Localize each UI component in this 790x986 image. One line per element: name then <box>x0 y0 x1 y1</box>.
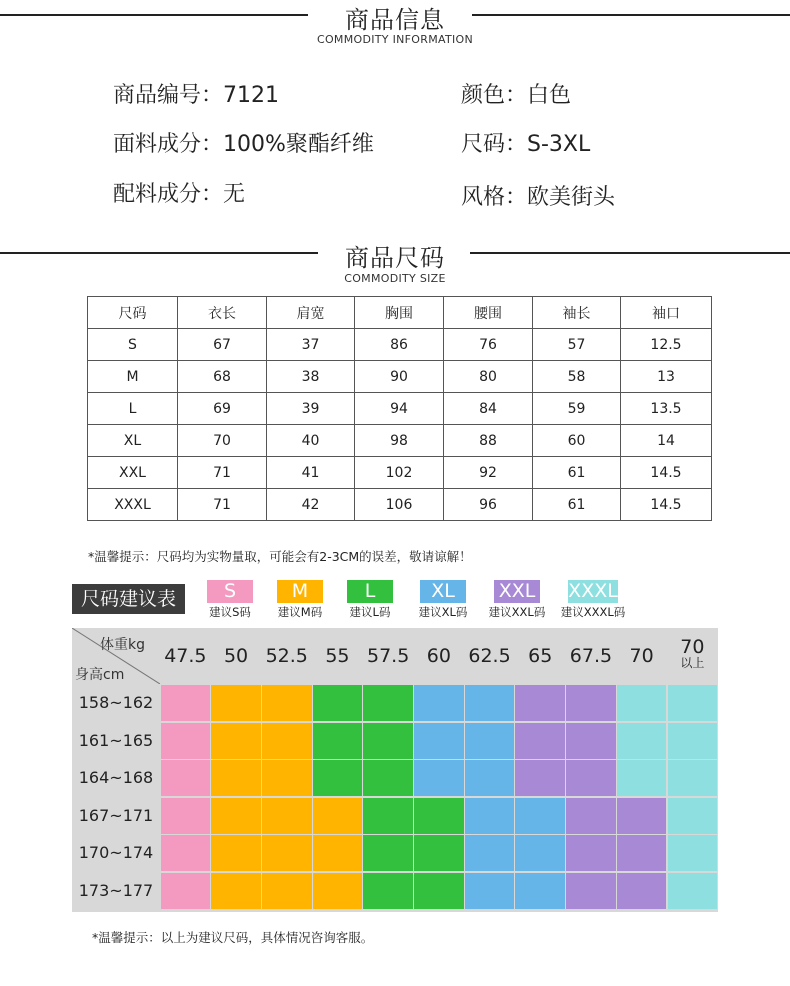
weight-col-header: 62.5 <box>468 645 511 667</box>
size-suggest-grid <box>72 628 718 912</box>
suggest-cell-m <box>313 798 363 834</box>
height-header: 身高cm <box>75 667 125 683</box>
info-value: 7121 <box>223 83 280 108</box>
suggest-cell-s <box>161 873 211 909</box>
info-section-title: 商品信息 <box>345 6 445 34</box>
suggest-cell-l <box>363 723 413 759</box>
suggest-cell-m <box>262 685 312 721</box>
size-table-header-cell: 袖长 <box>533 297 621 329</box>
suggest-cell-xl <box>414 723 464 759</box>
weight-col-header: 55 <box>325 645 350 667</box>
info-item-size <box>461 127 590 158</box>
size-table-row <box>88 393 712 425</box>
weight-col-header: 67.5 <box>569 645 613 667</box>
weight-col-header: 57.5 <box>366 645 410 667</box>
size-table-row <box>88 489 712 521</box>
size-table-cell: 67 <box>178 329 267 361</box>
suggest-cell-m <box>211 835 261 871</box>
legend-item-m <box>271 580 329 620</box>
weight-col-header: 65 <box>528 645 553 667</box>
size-table-cell: XXXL <box>88 489 178 521</box>
info-item-color <box>461 78 571 109</box>
size-table-cell: 42 <box>267 489 355 521</box>
size-table-row <box>88 425 712 457</box>
legend-label: 建议M码 <box>277 605 323 619</box>
suggest-cell-l <box>313 760 363 796</box>
legend-swatch: M <box>277 580 323 603</box>
legend-label: 建议XXL码 <box>488 605 546 619</box>
size-table-cell: S <box>88 329 178 361</box>
size-table-cell: 37 <box>267 329 355 361</box>
height-row-header: 158~162 <box>78 693 154 712</box>
suggest-cell-s <box>161 835 211 871</box>
suggest-cell-l <box>363 798 413 834</box>
suggest-cell-m <box>262 723 312 759</box>
size-table-cell: 94 <box>355 393 444 425</box>
size-table-header-cell: 袖口 <box>621 297 712 329</box>
size-table-cell: 57 <box>533 329 621 361</box>
legend-item-l <box>345 580 395 620</box>
suggest-cell-xxxl <box>617 723 667 759</box>
suggest-cell-xxl <box>617 798 667 834</box>
suggest-cell-m <box>211 798 261 834</box>
suggest-cell-l <box>414 835 464 871</box>
suggest-cell-m <box>262 835 312 871</box>
size-table-cell: 80 <box>444 361 533 393</box>
legend-label: 建议XL码 <box>418 605 468 619</box>
info-item-trim <box>113 177 245 208</box>
legend-swatch: XXXL <box>568 580 618 602</box>
info-label: 面料成分： <box>113 132 224 157</box>
size-table-cell: 14.5 <box>621 457 712 489</box>
size-table-cell: 88 <box>444 425 533 457</box>
suggest-cell-m <box>211 685 261 721</box>
info-label: 风格： <box>461 185 528 210</box>
suggest-cell-xxxl <box>668 873 718 909</box>
size-table-cell: XXL <box>88 457 178 489</box>
size-table-cell: 61 <box>533 489 621 521</box>
size-table-cell: 40 <box>267 425 355 457</box>
info-label: 配料成分： <box>113 182 224 207</box>
size-table-cell: 98 <box>355 425 444 457</box>
weight-col-header: 52.5 <box>265 645 308 667</box>
suggest-cell-xl <box>465 873 515 909</box>
height-row-header: 173~177 <box>78 880 154 900</box>
suggest-cell-xxl <box>515 760 565 796</box>
suggest-cell-xxl <box>515 685 565 721</box>
suggest-note: *温馨提示：以上为建议尺码，具体情况咨询客服。 <box>92 930 374 945</box>
suggest-cell-m <box>313 835 363 871</box>
legend-swatch: S <box>207 580 253 603</box>
info-item-fabric <box>113 127 374 158</box>
size-table-header-cell: 衣长 <box>178 297 267 329</box>
suggest-cell-m <box>313 873 363 909</box>
suggest-cell-l <box>363 760 413 796</box>
info-value: 白色 <box>527 83 572 108</box>
size-table-cell: 70 <box>178 425 267 457</box>
suggest-cell-xxl <box>515 723 565 759</box>
size-table-cell: L <box>88 393 178 425</box>
suggest-cell-s <box>161 760 211 796</box>
legend-item-xxxl <box>555 580 631 620</box>
size-table-cell: XL <box>88 425 178 457</box>
suggest-cell-xxxl <box>617 685 667 721</box>
suggest-cell-l <box>414 798 464 834</box>
suggest-cell-xl <box>465 723 515 759</box>
size-table-cell: 39 <box>267 393 355 425</box>
legend-label: 建议XXXL码 <box>560 605 626 619</box>
height-row-header: 170~174 <box>78 843 154 862</box>
size-table-header-cell: 尺码 <box>88 297 178 329</box>
grid-corner <box>72 628 160 684</box>
suggest-cell-xxl <box>566 723 616 759</box>
size-table-cell: 13.5 <box>621 393 712 425</box>
size-table-cell: 76 <box>444 329 533 361</box>
suggest-cell-xxl <box>566 798 616 834</box>
suggest-cell-xl <box>465 835 515 871</box>
size-table-cell: 38 <box>267 361 355 393</box>
size-table <box>87 296 712 521</box>
suggest-cell-xxxl <box>617 760 667 796</box>
suggest-cell-xxxl <box>668 798 718 834</box>
size-table-cell: 96 <box>444 489 533 521</box>
suggest-cell-l <box>313 723 363 759</box>
height-row-header: 161~165 <box>78 730 154 750</box>
size-table-row <box>88 329 712 361</box>
legend-label: 建议S码 <box>209 605 251 619</box>
suggest-cell-m <box>211 873 261 909</box>
suggest-cell-l <box>414 873 464 909</box>
info-value: 100%聚酯纤维 <box>223 132 374 157</box>
size-table-cell: 12.5 <box>621 329 712 361</box>
size-table-cell: 69 <box>178 393 267 425</box>
size-table-cell: 92 <box>444 457 533 489</box>
legend-swatch: L <box>347 580 393 603</box>
legend-label: 建议L码 <box>349 605 391 619</box>
suggest-cell-s <box>161 685 211 721</box>
legend-swatch: XXL <box>494 580 540 603</box>
size-table-cell: 61 <box>533 457 621 489</box>
suggest-cell-m <box>262 760 312 796</box>
weight-suffix: 以上 <box>680 656 705 670</box>
suggest-cell-m <box>262 873 312 909</box>
size-table-cell: 14.5 <box>621 489 712 521</box>
suggest-cell-s <box>161 798 211 834</box>
suggest-cell-m <box>262 798 312 834</box>
weight-col-header: 60 <box>426 645 451 667</box>
info-value: 欧美街头 <box>527 185 616 210</box>
legend-item-xxl <box>484 580 550 620</box>
size-table-header-cell: 胸围 <box>355 297 444 329</box>
size-table-cell: 71 <box>178 457 267 489</box>
weight-col-header <box>667 628 718 684</box>
size-table-cell: 13 <box>621 361 712 393</box>
info-value: 无 <box>223 182 246 207</box>
legend-item-s <box>204 580 256 620</box>
weight-header: 体重kg <box>100 637 145 653</box>
suggest-cell-xxxl <box>668 685 718 721</box>
size-table-header-cell: 腰围 <box>444 297 533 329</box>
suggest-cell-xl <box>414 760 464 796</box>
info-item-style <box>461 180 615 211</box>
suggest-cell-xl <box>465 760 515 796</box>
suggest-cell-l <box>363 835 413 871</box>
suggest-cell-xl <box>465 685 515 721</box>
info-label: 尺码： <box>461 132 528 157</box>
weight-col-header: 47.5 <box>164 645 207 667</box>
suggest-title: 尺码建议表 <box>72 584 185 614</box>
suggest-cell-xxl <box>566 835 616 871</box>
info-section-subtitle: COMMODITY INFORMATION <box>316 33 474 46</box>
suggest-cell-xl <box>515 798 565 834</box>
size-table-cell: 102 <box>355 457 444 489</box>
size-table-header-cell: 肩宽 <box>267 297 355 329</box>
size-table-cell: 71 <box>178 489 267 521</box>
suggest-cell-l <box>363 685 413 721</box>
suggest-cell-l <box>363 873 413 909</box>
size-table-cell: 41 <box>267 457 355 489</box>
suggest-cell-xxl <box>566 873 616 909</box>
suggest-cell-xl <box>465 798 515 834</box>
suggest-cell-xxl <box>617 835 667 871</box>
size-table-cell: 84 <box>444 393 533 425</box>
suggest-cell-xxxl <box>668 760 718 796</box>
height-row-header: 164~168 <box>78 768 154 787</box>
legend-item-xl <box>413 580 473 620</box>
suggest-cell-m <box>211 723 261 759</box>
suggest-cell-xxl <box>566 685 616 721</box>
legend-swatch: XL <box>420 580 466 603</box>
suggest-cell-xl <box>515 835 565 871</box>
size-table-cell: M <box>88 361 178 393</box>
size-table-cell: 106 <box>355 489 444 521</box>
size-table-row <box>88 457 712 489</box>
suggest-cell-xxxl <box>668 723 718 759</box>
suggest-cell-xl <box>414 685 464 721</box>
suggest-cell-xxxl <box>668 835 718 871</box>
weight-col-header: 70 <box>629 645 654 667</box>
info-label: 商品编号： <box>113 83 224 108</box>
height-row-header: 167~171 <box>78 805 154 825</box>
suggest-cell-xxl <box>566 760 616 796</box>
suggest-cell-s <box>161 723 211 759</box>
info-item-code <box>113 78 279 109</box>
suggest-cell-xxl <box>617 873 667 909</box>
size-table-row <box>88 361 712 393</box>
suggest-cell-m <box>211 760 261 796</box>
size-table-cell: 90 <box>355 361 444 393</box>
size-table-header-row <box>88 297 712 329</box>
size-table-cell: 58 <box>533 361 621 393</box>
size-table-cell: 60 <box>533 425 621 457</box>
size-section-subtitle: COMMODITY SIZE <box>344 272 446 285</box>
size-table-cell: 14 <box>621 425 712 457</box>
size-table-cell: 68 <box>178 361 267 393</box>
suggest-cell-l <box>313 685 363 721</box>
weight-value: 70 <box>680 636 705 658</box>
size-section-title: 商品尺码 <box>345 244 445 272</box>
weight-col-header: 50 <box>223 645 249 667</box>
size-table-cell: 59 <box>533 393 621 425</box>
size-table-cell: 86 <box>355 329 444 361</box>
info-value: S-3XL <box>527 132 591 157</box>
suggest-cell-xl <box>515 873 565 909</box>
info-label: 颜色： <box>461 83 528 108</box>
size-note: *温馨提示：尺码均为实物量取，可能会有2-3CM的误差，敬请谅解！ <box>88 549 472 564</box>
